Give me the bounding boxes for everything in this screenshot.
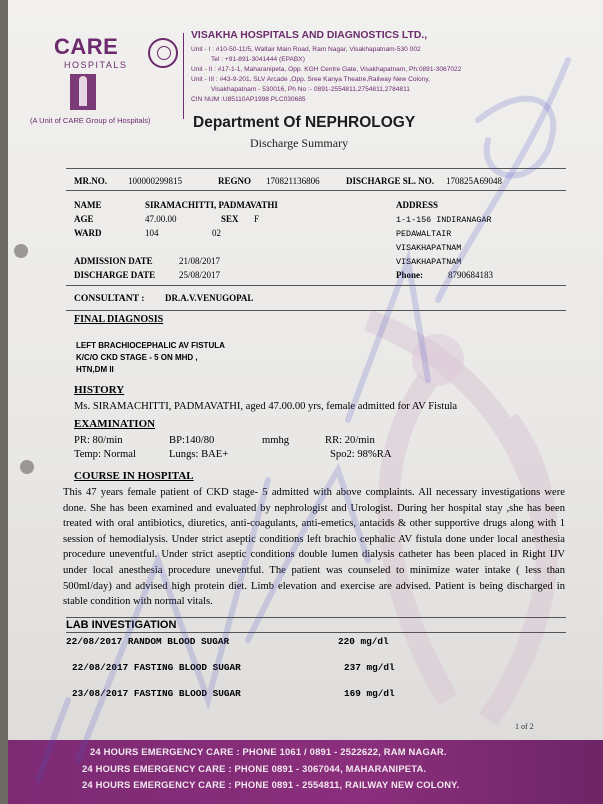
diagnosis-line: K/C/O CKD STAGE - 5 ON MHD , xyxy=(76,353,198,362)
address-line-unit2: Unit - II : #17-1-1, Maharanipeta, Opp. KGH Centre Gate, Visakhapatnam, Ph:0891-3067022 xyxy=(191,66,462,73)
address-line-unit3: Unit - III : #43-9-201, SLV Arcade ,Opp. Sree Kanya Theatre,Railway New Colony, xyxy=(191,76,430,83)
lab-test: FASTING BLOOD SUGAR xyxy=(133,662,241,673)
bed-value: 02 xyxy=(212,228,221,238)
lab-date: 22/08/2017 xyxy=(72,662,129,673)
cin-number: CIN NUM :U85110AP1998 PLC030685 xyxy=(191,96,306,103)
diagnosis-line: LEFT BRACHIOCEPHALIC AV FISTULA xyxy=(76,341,225,350)
address-line: 1-1-156 INDIRANAGAR xyxy=(396,215,492,225)
mrno-value: 100000299815 xyxy=(128,176,182,186)
lab-value: 220 mg/dl xyxy=(338,636,389,647)
document-type: Discharge Summary xyxy=(250,136,349,150)
exam-spo2: Spo2: 98%RA xyxy=(330,449,392,460)
regno-value: 170821136806 xyxy=(266,176,320,186)
org-name: VISAKHA HOSPITALS AND DIAGNOSTICS LTD., xyxy=(191,30,428,41)
consultant-label: CONSULTANT : xyxy=(74,293,145,304)
regno-label: REGNO xyxy=(218,176,252,186)
exam-rr: RR: 20/min xyxy=(325,435,375,446)
address-line-city: Visakhapatnam - 530016, Ph No :- 0891-2554811,2754811,2784811 xyxy=(211,86,410,93)
address-line: VISAKHAPATNAM xyxy=(396,243,462,253)
sex-value: F xyxy=(254,214,260,224)
address-label: ADDRESS xyxy=(396,200,439,210)
patient-name: SIRAMACHITTI, PADMAVATHI xyxy=(145,200,278,210)
department-title: Department Of NEPHROLOGY xyxy=(193,114,416,131)
address-line-tel: Tel : +91-891-3041444 (EPABX) xyxy=(211,56,305,63)
lab-test: FASTING BLOOD SUGAR xyxy=(133,688,241,699)
examination-heading: EXAMINATION xyxy=(74,418,156,430)
lab-date: 23/08/2017 xyxy=(72,688,129,699)
footer-line: 24 HOURS EMERGENCY CARE : PHONE 0891 - 3067044, MAHARANIPETA. xyxy=(82,763,427,774)
mrno-label: MR.NO. xyxy=(74,176,107,186)
history-heading: HISTORY xyxy=(74,384,125,396)
lab-test: RANDOM BLOOD SUGAR xyxy=(127,636,230,647)
phone-value: 8790684183 xyxy=(448,270,493,280)
address-line: PEDAWALTAIR xyxy=(396,229,452,239)
final-diagnosis-heading: FINAL DIAGNOSIS xyxy=(74,314,164,325)
exam-bp: BP:140/80 xyxy=(169,435,215,446)
pen-watermark-overlay xyxy=(8,0,603,804)
discharge-sl-label: DISCHARGE SL. NO. xyxy=(346,176,435,186)
address-line-unit1: Unit - I : #10-50-11/5, Waltair Main Road, Ram Nagar, Visakhapatnam-530 002 xyxy=(191,46,421,53)
exam-pr: PR: 80/min xyxy=(74,435,123,446)
discharge-summary-page xyxy=(8,0,603,804)
address-line: VISAKHAPATNAM xyxy=(396,257,462,267)
sex-label: SEX xyxy=(221,214,239,224)
footer-line: 24 HOURS EMERGENCY CARE : PHONE 1061 / 0891 - 2522622, RAM NAGAR. xyxy=(90,746,447,757)
diagnosis-line: HTN,DM II xyxy=(76,365,114,374)
lab-heading: LAB INVESTIGATION xyxy=(66,619,177,631)
lab-value: 169 mg/dl xyxy=(344,688,395,699)
history-text: Ms. SIRAMACHITTI, PADMAVATHI, aged 47.00.00 yrs, female admitted for AV Fistula xyxy=(74,401,458,412)
age-label: AGE xyxy=(74,214,94,224)
exam-temp: Temp: Normal xyxy=(74,449,136,460)
exam-bp-unit: mmhg xyxy=(262,435,290,446)
discharge-date-value: 25/08/2017 xyxy=(179,270,221,280)
consultant-value: DR.A.V.VENUGOPAL xyxy=(165,293,254,303)
course-text: This 47 years female patient of CKD stage- 5 admitted with above complaints. All necessary investigations were done. She has been examined and evaluated by nephrologist and Urologist. During her hospital stay ,she has been treated with oral antibiotics, diuretics, anti-coagulants, anti-emetics, antacids & other supportive drugs along with 1 session of hemodialysis. Under strict aseptic conditions left brachio cephalic AV fistula done under local anesthesia procedure uneventful. Under strict aseptic conditions double lumen dialysis catheter has been placed in Right IJV under local anesthesia procedure uneventful. The patient was counseled to minimize water intake ( less than 500ml/day) and advised high protein diet. Limb elevation and exercise are advised. Patient is being discharged in stable condition with normal vitals. xyxy=(63,487,565,608)
discharge-date-label: DISCHARGE DATE xyxy=(74,270,156,280)
ward-label: WARD xyxy=(74,228,102,238)
name-label: NAME xyxy=(74,200,102,210)
exam-lungs: Lungs: BAE+ xyxy=(169,449,229,460)
age-value: 47.00.00 xyxy=(145,214,177,224)
group-note: (A Unit of CARE Group of Hospitals) xyxy=(30,116,151,125)
footer-line: 24 HOURS EMERGENCY CARE : PHONE 0891 - 2554811, RAILWAY NEW COLONY. xyxy=(82,779,460,790)
admission-date-value: 21/08/2017 xyxy=(179,256,221,266)
admission-date-label: ADMISSION DATE xyxy=(74,256,153,266)
discharge-sl-value: 170825A69048 xyxy=(446,176,502,186)
logo-subtitle: HOSPITALS xyxy=(64,60,128,70)
lab-value: 237 mg/dl xyxy=(344,662,395,673)
page-number: 1 of 2 xyxy=(515,722,534,731)
ward-value: 104 xyxy=(145,228,159,238)
phone-label: Phone: xyxy=(396,270,423,280)
logo-title: CARE xyxy=(54,34,119,59)
course-heading: COURSE IN HOSPITAL xyxy=(74,470,194,482)
lab-date: 22/08/2017 xyxy=(66,636,123,647)
